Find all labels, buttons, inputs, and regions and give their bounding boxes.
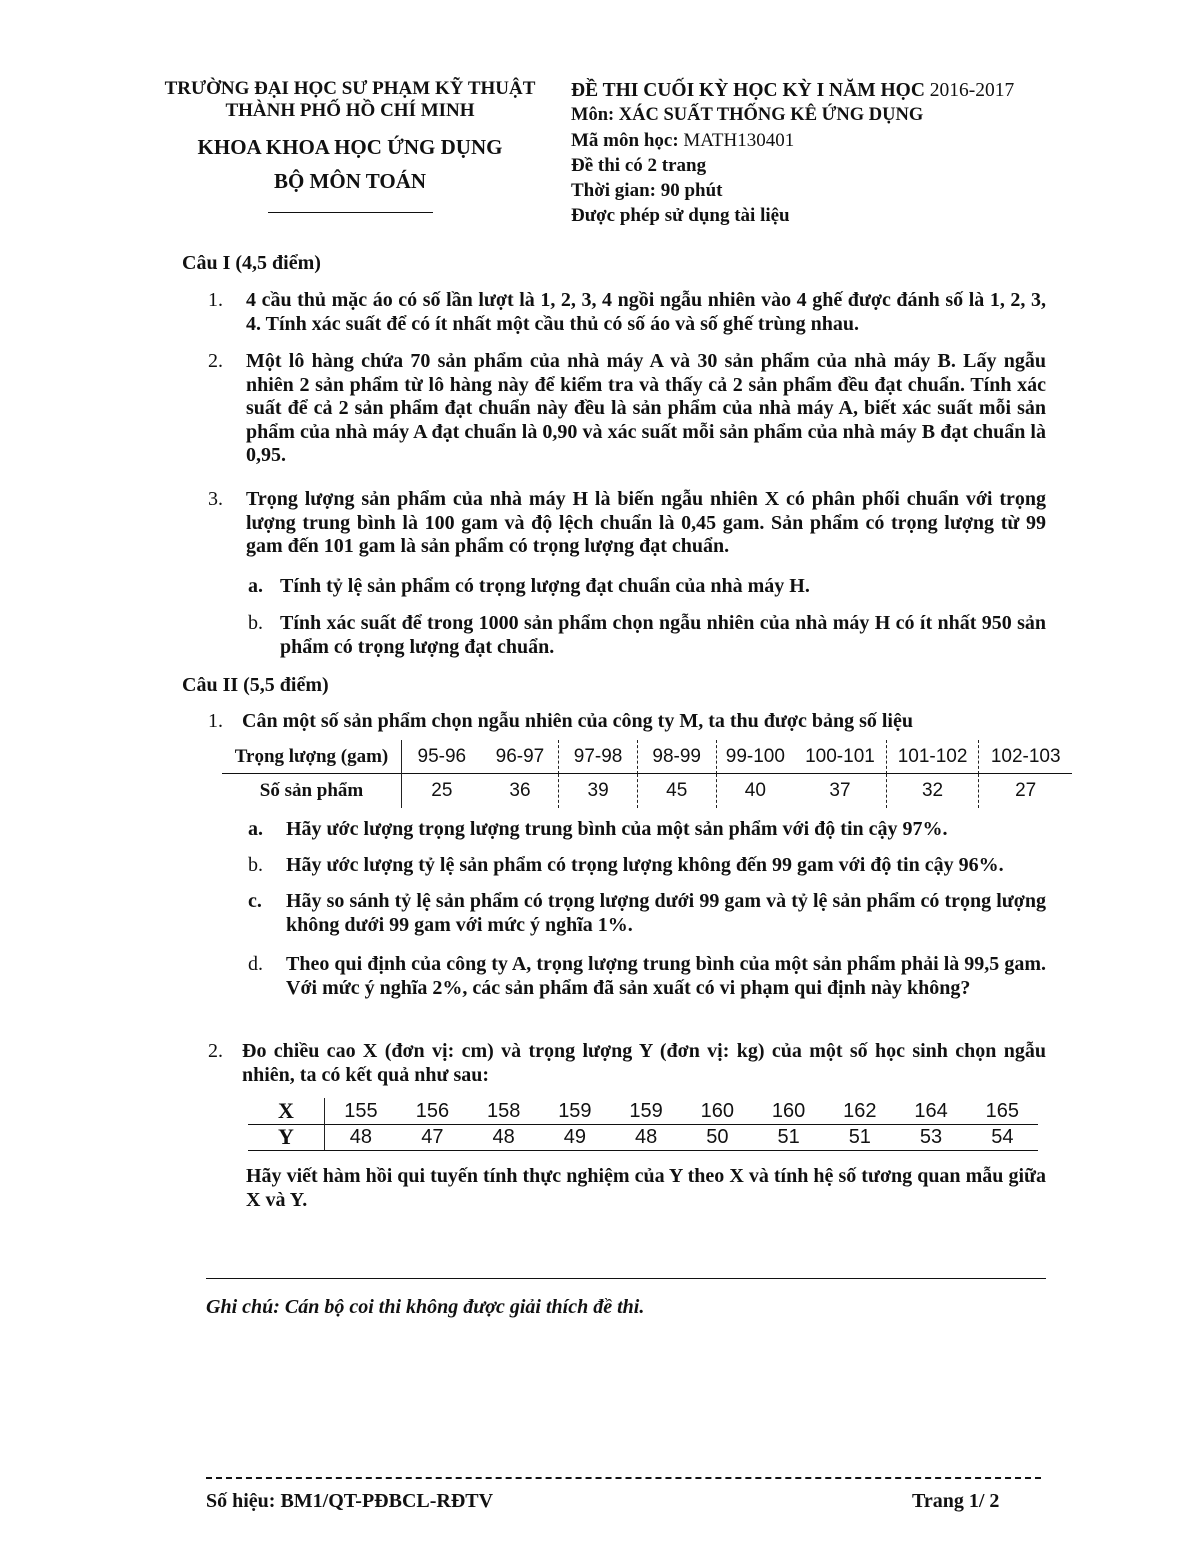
table2-y-value: 53 — [919, 1125, 943, 1148]
section-2-title: Câu II (5,5 điểm) — [182, 674, 329, 696]
exam-title: ĐỀ THI CUỐI KỲ HỌC KỲ I NĂM HỌC — [571, 80, 925, 101]
table2-x-value: 159 — [629, 1099, 663, 1122]
s1-q1-text: 4 cầu thủ mặc áo có số lần lượt là 1, 2, 3, 4 ngồi ngẫu nhiên vào 4 ghế được đánh số là 1, 2, 3, 4. Tính xác suất để có ít nhất một cầu thủ có số áo và số ghế trùng nhau. — [246, 289, 1046, 335]
s2-q2-text: Đo chiều cao X (đơn vị: cm) và trọng lượng Y (đơn vị: kg) của một số học sinh chọn ngẫu nhiên, ta có kết quả như sau: — [242, 1040, 1046, 1086]
table2-x-value: 160 — [771, 1099, 806, 1122]
section-1-title: Câu I (4,5 điểm) — [182, 252, 321, 274]
s1-q1-number: 1. — [208, 289, 223, 311]
s1-q2-text: Một lô hàng chứa 70 sản phẩm của nhà máy A và 30 sản phẩm của nhà máy B. Lấy ngẫu nhiên 2 sản phẩm từ lô hàng này để kiểm tra và thấy cả 2 sản phẩm đều đạt chuẩn. Tính xác suất để cả 2 sản phẩm đạt chuẩn này đều là sản phẩm của nhà máy A, biết xác suất mỗi sản phẩm của nhà máy A đạt chuẩn là 0,90 và xác suất mỗi sản phẩm của nhà máy B đạt chuẩn là 0,95. — [246, 350, 1046, 466]
table-row — [222, 740, 1072, 774]
table1-interval: 101-102 — [886, 740, 979, 774]
s2-q2-followup: Hãy viết hàm hồi qui tuyến tính thực nghiệm của Y theo X và tính hệ số tương quan mẫu giữa X và Y. — [246, 1165, 1046, 1211]
s2-q1-number: 1. — [208, 710, 223, 732]
table-row — [248, 1098, 1038, 1124]
table1-interval: 97-98 — [559, 740, 638, 774]
s2-qc-label: c. — [248, 890, 262, 912]
table1-interval: 99-100 — [716, 740, 794, 774]
s2-qd-text: Theo qui định của công ty A, trọng lượng trung bình của một sản phẩm phải là 99,5 gam. Với mức ý nghĩa 2%, các sản phẩm đã sản xuất có vi phạm qui định này không? — [286, 953, 1046, 999]
s2-qa-text: Hãy ước lượng trọng lượng trung bình của một sản phẩm với độ tin cậy 97%. — [286, 818, 948, 840]
exam-duration: Thời gian: 90 phút — [571, 180, 723, 201]
table1-count: 27 — [979, 774, 1072, 808]
table2-x-value: 156 — [415, 1099, 450, 1122]
table2-x-label: X — [278, 1098, 294, 1123]
table2-y-value: 49 — [563, 1125, 586, 1148]
weight-frequency-table — [222, 740, 1072, 808]
height-weight-table — [248, 1098, 1038, 1150]
table2-y-label: Y — [278, 1124, 294, 1149]
table2-x-value: 162 — [843, 1099, 877, 1122]
s2-qb-text: Hãy ước lượng tỷ lệ sản phẩm có trọng lượng không đến 99 gam với độ tin cậy 96%. — [286, 854, 1004, 876]
table1-count: 45 — [637, 774, 716, 808]
table1-row-label: Số sản phẩm — [259, 780, 364, 801]
exam-year: 2016-2017 — [929, 80, 1015, 101]
page-count: Đề thi có 2 trang — [571, 155, 707, 176]
document-code: Số hiệu: BM1/QT-PĐBCL-RĐTV — [206, 1490, 494, 1512]
table1-count: 37 — [829, 780, 851, 801]
exam-info — [571, 78, 1171, 228]
invigilator-note: Ghi chú: Cán bộ coi thi không được giải thích đề thi. — [206, 1296, 645, 1318]
table2-x-value: 158 — [486, 1099, 521, 1122]
school-name-line1: TRƯỜNG ĐẠI HỌC SƯ PHẠM KỸ THUẬT — [164, 78, 536, 99]
table2-y-value: 48 — [325, 1124, 397, 1150]
table2-x-value: 155 — [325, 1098, 397, 1124]
department-name: BỘ MÔN TOÁN — [273, 169, 427, 193]
footer-divider — [206, 1477, 1041, 1479]
table1-count: 39 — [559, 774, 638, 808]
table1-count: 25 — [402, 774, 482, 808]
table2-x-value: 159 — [558, 1099, 592, 1122]
s2-qa-label: a. — [248, 818, 263, 840]
s2-q1-text: Cân một số sản phẩm chọn ngẫu nhiên của công ty M, ta thu được bảng số liệu — [242, 710, 913, 732]
header-divider — [268, 212, 433, 213]
table1-interval: 98-99 — [637, 740, 716, 774]
table2-y-value: 50 — [706, 1125, 729, 1148]
table1-header-label: Trọng lượng (gam) — [234, 746, 389, 767]
course-code-label: Mã môn học: — [571, 130, 679, 151]
s1-q3-text: Trọng lượng sản phẩm của nhà máy H là biến ngẫu nhiên X có phân phối chuẩn với trọng lượng trung bình là 100 gam và độ lệch chuẩn là 0,45 gam. Sản phẩm có trọng lượng từ 99 gam đến 101 gam là sản phẩm có trọng lượng đạt chuẩn. — [246, 488, 1046, 557]
table-row — [222, 774, 1072, 808]
s1-q2-number: 2. — [208, 350, 223, 372]
table2-y-value: 47 — [421, 1125, 444, 1148]
table1-count: 40 — [716, 774, 794, 808]
s2-qd-label: d. — [248, 953, 263, 975]
page-number: Trang 1/ 2 — [912, 1490, 1000, 1512]
table2-x-value: 165 — [985, 1099, 1020, 1122]
table2-y-value: 48 — [634, 1125, 658, 1148]
school-name-line2: THÀNH PHỐ HỒ CHÍ MINH — [225, 100, 475, 121]
s2-qb-label: b. — [248, 854, 263, 876]
s1-q3a-text: Tính tỷ lệ sản phẩm có trọng lượng đạt chuẩn của nhà máy H. — [280, 575, 810, 597]
table1-interval: 100-101 — [805, 746, 875, 767]
s1-q3b-text: Tính xác suất để trong 1000 sản phẩm chọn ngẫu nhiên của nhà máy H có ít nhất 950 sản phẩm có trọng lượng đạt chuẩn. — [280, 612, 1046, 658]
school-header — [140, 78, 560, 213]
table2-bottom-rule — [248, 1150, 1038, 1151]
table1-interval: 102-103 — [979, 740, 1072, 774]
table2-x-value: 164 — [914, 1099, 948, 1122]
table2-y-value: 54 — [991, 1125, 1014, 1148]
note-divider — [206, 1278, 1046, 1279]
materials-note: Được phép sử dụng tài liệu — [571, 205, 790, 226]
table-row — [248, 1124, 1038, 1150]
table2-x-value: 160 — [700, 1099, 735, 1122]
s1-q3b-label: b. — [248, 612, 263, 634]
subject-label: Môn: — [571, 105, 615, 125]
subject-name: XÁC SUẤT THỐNG KÊ ỨNG DỤNG — [618, 105, 924, 125]
table2-y-value: 48 — [492, 1125, 515, 1148]
s2-q2-number: 2. — [208, 1040, 223, 1062]
faculty-name: KHOA KHOA HỌC ỨNG DỤNG — [197, 135, 503, 159]
s1-q3a-label: a. — [248, 575, 263, 597]
s2-qc-text: Hãy so sánh tỷ lệ sản phẩm có trọng lượng dưới 99 gam và tỷ lệ sản phẩm có trọng lượng không dưới 99 gam với mức ý nghĩa 1%. — [286, 890, 1046, 936]
table1-interval: 95-96 — [402, 740, 482, 774]
table2-y-value: 51 — [777, 1125, 800, 1148]
table2-y-value: 51 — [848, 1125, 871, 1148]
table1-count: 32 — [886, 774, 979, 808]
table1-count: 36 — [509, 780, 531, 801]
s1-q3-number: 3. — [208, 488, 223, 510]
course-code: MATH130401 — [683, 130, 795, 151]
table1-interval: 96-97 — [495, 746, 545, 767]
